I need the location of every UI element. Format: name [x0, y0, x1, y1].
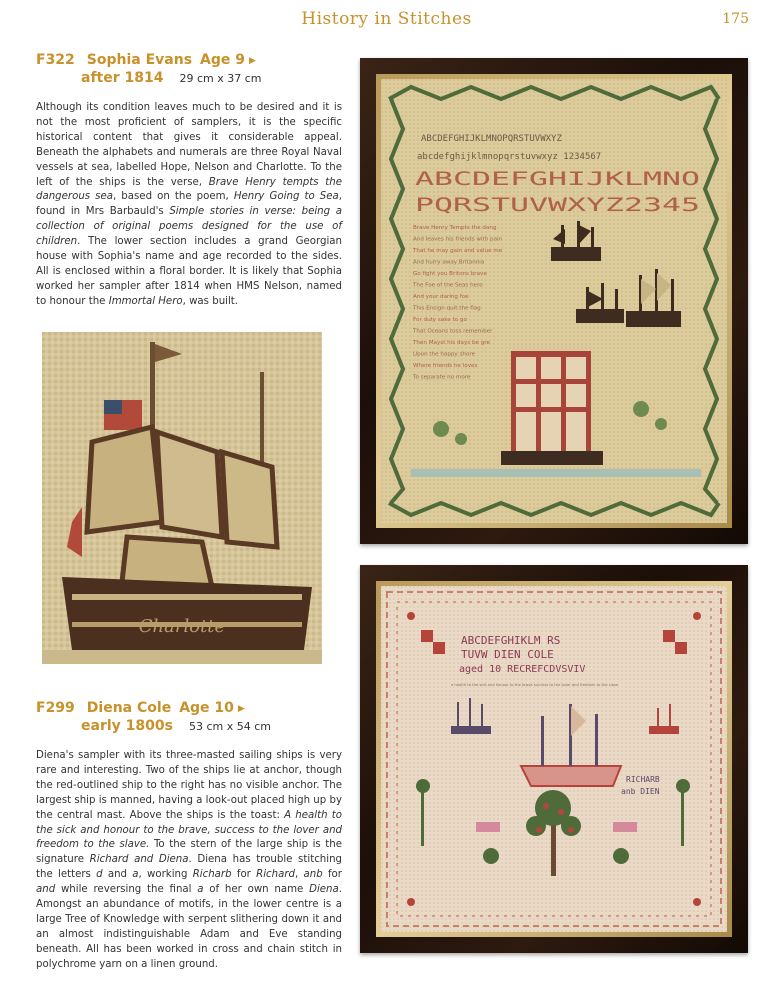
italic-text-run: Richard and Diena: [89, 854, 189, 866]
text-run: , was built.: [182, 295, 239, 307]
entry-heading-f299: [36, 700, 271, 734]
text-run: . Diena has trouble stitching the letters: [36, 854, 342, 881]
catalogue-code: F299: [36, 700, 75, 716]
italic-text-run: Diena: [309, 884, 339, 896]
sampler-size: 29 cm x 37 cm: [179, 72, 262, 85]
text-run: , based on the poem,: [112, 191, 234, 203]
stitched-alphabet: ABCDEFGHIKLM RS: [461, 634, 561, 647]
maker-name: Diena Cole: [86, 700, 172, 716]
text-run: . The lower section includes a grand Georgian house with Sophia's name and age recorded to the sides. All is enclosed within a floral border. It is likely that Sophia worked her sampler after 1814 when HMS Nelson, named to honour the: [36, 236, 342, 307]
sampler-date: after 1814: [81, 70, 164, 86]
text-run: Although its condition leaves much to be desired and it is not the most proficient of samplers, it is the specific historical content that gives it considerable appeal. Beneath the alphabets and numerals are three Royal Naval vessels at sea, labelled Hope, Nelson and Charlotte. To the left of the ships is the verse,: [36, 102, 342, 188]
italic-text-run: a: [197, 884, 204, 896]
italic-text-run: d: [96, 869, 103, 881]
entry-description-f322: [36, 101, 342, 310]
verse-line: For duty sake to go: [413, 317, 467, 323]
text-run: To the stern of the large ship is the signature: [36, 839, 342, 866]
sampler-size: 53 cm x 54 cm: [188, 720, 271, 733]
stitched-name: TUVW DIEN COLE: [461, 648, 554, 661]
maker-age: Age 10: [179, 700, 234, 716]
sampler-sophia-evans: [381, 79, 727, 523]
text-run: , found in Mrs Barbauld's: [36, 191, 342, 218]
text-run: and: [102, 869, 133, 881]
verse-line: To separate no more: [413, 374, 471, 381]
verse-line: Upon the happy shore: [413, 351, 476, 358]
stitched-signature-2: anb DIEN: [621, 787, 660, 796]
italic-text-run: a: [132, 869, 139, 881]
sampler-linen: [381, 79, 727, 523]
catalogue-code: F322: [36, 52, 75, 68]
verse-line: And leaves his friends with pain: [413, 236, 503, 243]
italic-text-run: A health to the sick and honour to the brave, success to the lover and freedom to the slave.: [36, 809, 342, 851]
text-run: while reversing the final: [55, 884, 198, 896]
sampler-linen: [381, 586, 727, 932]
text-run: , working: [138, 869, 193, 881]
verse-line: Where friends he loves: [413, 363, 478, 369]
gold-fillet: [376, 581, 732, 937]
framed-sampler-sophia-evans: [360, 58, 748, 544]
stitched-alphabet-upper: ABCDEFGHIJKLMNOPQRSTUVWXYZ: [421, 134, 562, 144]
stitched-alphabet-large-2: PQRSTUVWXYZ2345: [415, 194, 700, 216]
text-run: of her own name: [203, 884, 310, 896]
sampler-diena-cole: [381, 586, 727, 932]
verse-line: That he may gain and value me: [413, 248, 503, 254]
verse-line: The Foe of the Seas hero: [413, 282, 483, 289]
text-run: . Amongst an abundance of motifs, in the lower centre is a large Tree of Knowledge with serpent slithering down it and an almost indistinguishable Adam and Eve standing beneath. All has been worked in cross and chain stitch in polychrome yarn on a linen ground.: [36, 884, 342, 970]
description-paragraph: [36, 749, 342, 973]
description-paragraph: [36, 101, 342, 310]
entry-description-f299: [36, 749, 342, 973]
verse-line: And your daring foe: [413, 294, 469, 300]
italic-text-run: Richard: [256, 869, 296, 881]
verse-line: Go fight you Britons brave: [413, 271, 487, 277]
ship-detail-photo: [42, 332, 322, 664]
italic-text-run: Richarb: [192, 869, 232, 881]
stitched-alphabet-large-1: ABCDEFGHIJKLMNO: [415, 168, 700, 190]
framed-sampler-diena-cole: [360, 565, 748, 953]
text-run: for: [322, 869, 342, 881]
verse-line: Then Mayst his days be gre: [413, 340, 490, 346]
stitched-age: aged 10 RECREFCDVSVIV: [459, 664, 586, 675]
italic-text-run: and: [36, 884, 56, 896]
triangle-arrow-icon: ▶: [237, 704, 245, 714]
triangle-arrow-icon: ▶: [249, 56, 256, 66]
verse-line: This Ensign quit the flag: [413, 305, 481, 312]
stitched-toast: a health to the sick and honour to the brave success to the lover and freedom to the slave: [451, 683, 619, 687]
italic-text-run: anb: [303, 869, 323, 881]
italic-text-run: Immortal Hero: [108, 295, 183, 307]
italic-text-run: Simple stories in verse: being a collection of original poems designed for the use of children: [36, 206, 342, 248]
page-number: 175: [722, 11, 749, 27]
entry-heading-f322: [36, 52, 262, 86]
stitched-alphabet-lower: abcdefghijklmnopqrstuvwxyz 1234567: [417, 152, 602, 162]
text-run: ,: [295, 869, 304, 881]
text-run: for: [231, 869, 257, 881]
sampler-date: early 1800s: [81, 718, 173, 734]
maker-age: Age 9: [200, 52, 246, 68]
text-run: Diena's sampler with its three-masted sailing ships is very rare and interesting. Two of the ships lie at anchor, though the red-outlined ship to the right has no visible anchor. The largest ship is manned, having a look-out placed high up by the central mast. Above the ships is the toast:: [36, 750, 342, 821]
gold-fillet: [376, 74, 732, 528]
svg-text:Charlotte: Charlotte: [138, 616, 226, 637]
italic-text-run: Henry Going to Sea: [233, 191, 339, 203]
maker-name: Sophia Evans: [86, 52, 193, 68]
verse-line: Brave Henry Tempts the dang: [413, 225, 497, 231]
running-title: History in Stitches: [301, 9, 472, 29]
stitched-signature-1: RICHARB: [626, 775, 660, 784]
italic-text-run: Brave Henry tempts the dangerous sea: [36, 176, 342, 203]
verse-line: That Oceans toss remember: [413, 328, 493, 335]
verse-line: And hurry away Britannia: [413, 259, 485, 266]
